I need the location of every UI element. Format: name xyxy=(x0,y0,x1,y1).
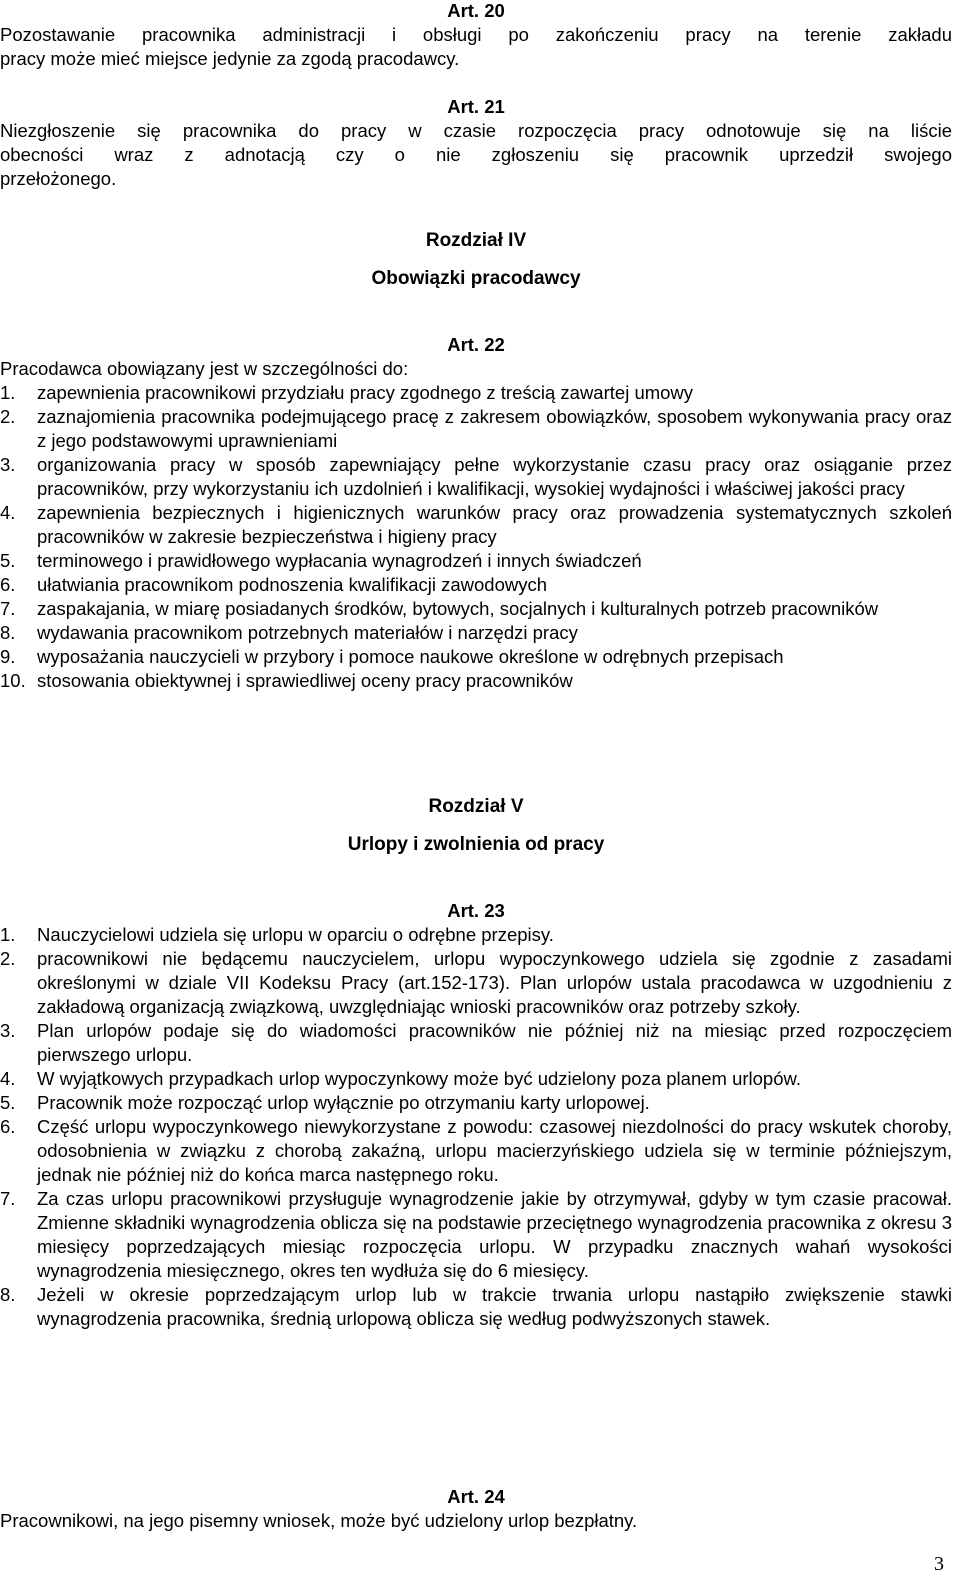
list-item-text: W wyjątkowych przypadkach urlop wypoczynkowy może być udzielony poza planem urlopów. xyxy=(37,1068,801,1089)
list-item-number: 3. xyxy=(0,1020,16,1041)
list-item-number: 2. xyxy=(0,406,16,427)
list-item xyxy=(0,1091,952,1115)
list-item-number: 5. xyxy=(0,1092,16,1113)
list-item xyxy=(0,923,952,947)
list-item-text: ułatwiania pracownikom podnoszenia kwalifikacji zawodowych xyxy=(37,574,548,595)
list-item xyxy=(0,1187,952,1283)
list-item-number: 6. xyxy=(0,574,16,595)
list-item-text: Pracownik może rozpocząć urlop wyłącznie po otrzymaniu karty urlopowej. xyxy=(37,1092,650,1113)
list-item-text: wyposażania nauczycieli w przybory i pomoce naukowe określone w odrębnych przepisach xyxy=(37,646,784,667)
chapter-4-title: Rozdział IV xyxy=(425,230,527,251)
list-item xyxy=(0,645,952,669)
list-item xyxy=(0,549,952,573)
art-21-title: Art. 21 xyxy=(447,96,505,117)
list-item-text: Za czas urlopu pracownikowi przysługuje wynagrodzenie jakie by otrzymywał, gdyby w tym czasie pracował. Zmienne składniki wynagrodzenia oblicza się na podstawie przeciętnego wynagrodzenia pracownika z okresu 3 miesięcy poprzedzających miesiąc rozpoczęcia urlopu. W przypadku znacznych wahań wysokości wynagrodzenia miesięcznego, okres ten wydłuża się do 6 miesięcy. xyxy=(37,1188,952,1281)
list-item-number: 7. xyxy=(0,598,16,619)
list-item-text: organizowania pracy w sposób zapewniający pełne wykorzystanie czasu pracy oraz osiąganie przez pracowników, przy wykorzystaniu ich uzdolnień i kwalifikacji, wysokiej wydajności i właściwej jakości pracy xyxy=(37,454,952,499)
chapter-5-subtitle: Urlopy i zwolnienia od pracy xyxy=(347,834,605,855)
art-21-text xyxy=(0,119,952,191)
list-item-text: stosowania obiektywnej i sprawiedliwej oceny pracy pracowników xyxy=(37,670,573,691)
art-23-title: Art. 23 xyxy=(447,900,505,921)
list-item-number: 5. xyxy=(0,550,16,571)
art-23-list xyxy=(0,923,952,1331)
list-item-number: 1. xyxy=(0,924,16,945)
list-item-text: wydawania pracownikom potrzebnych materiałów i narzędzi pracy xyxy=(37,622,578,643)
list-item-number: 2. xyxy=(0,948,16,969)
list-item xyxy=(0,1019,952,1067)
art-22-list xyxy=(0,381,952,693)
page-number: 3 xyxy=(934,1553,944,1575)
list-item-number: 1. xyxy=(0,382,16,403)
list-item xyxy=(0,573,952,597)
list-item-text: Plan urlopów podaje się do wiadomości pracowników nie później niż na miesiąc przed rozpoczęciem pierwszego urlopu. xyxy=(37,1020,952,1065)
list-item xyxy=(0,669,952,693)
art-20-line-1: Pozostawanie pracownika administracji i obsługi po zakończeniu pracy na terenie zakładu xyxy=(0,24,952,45)
art-21-line-3: przełożonego. xyxy=(0,168,117,189)
list-item-text: zapewnienia pracownikowi przydziału pracy zgodnego z treścią zawartej umowy xyxy=(37,382,694,403)
list-item xyxy=(0,597,952,621)
art-22-intro: Pracodawca obowiązany jest w szczególności do: xyxy=(0,358,409,379)
list-item-number: 6. xyxy=(0,1116,16,1137)
list-item-text: Część urlopu wypoczynkowego niewykorzystane z powodu: czasowej niezdolności do pracy wskutek choroby, odosobnienia w związku z chorobą zakaźną, urlopu macierzyńskiego udziela się w terminie późniejszym, jednak nie później niż do końca marca następnego roku. xyxy=(37,1116,952,1185)
art-21-line-1: Niezgłoszenie się pracownika do pracy w czasie rozpoczęcia pracy odnotowuje się na liście xyxy=(0,120,952,141)
art-20-line-2: pracy może mieć miejsce jedynie za zgodą pracodawcy. xyxy=(0,48,460,69)
list-item-number: 3. xyxy=(0,454,16,475)
list-item xyxy=(0,405,952,453)
list-item-number: 4. xyxy=(0,502,16,523)
list-item-number: 7. xyxy=(0,1188,16,1209)
list-item-text: zapewnienia bezpiecznych i higienicznych warunków pracy oraz prowadzenia systematycznych szkoleń pracowników w zakresie bezpieczeństwa i higieny pracy xyxy=(37,502,952,547)
list-item-text: pracownikowi nie będącemu nauczycielem, urlopu wypoczynkowego udziela się zgodnie z zasadami określonymi w dziale VII Kodeksu Pracy (art.152-173). Plan urlopów ustala pracodawca w uzgodnieniu z zakładową organizacją związkową, uwzględniając wnioski pracowników oraz potrzeby szkoły. xyxy=(37,948,952,1017)
list-item xyxy=(0,501,952,549)
chapter-4-subtitle: Obowiązki pracodawcy xyxy=(371,268,581,289)
list-item-number: 10. xyxy=(0,670,26,691)
list-item xyxy=(0,621,952,645)
art-24-text: Pracownikowi, na jego pisemny wniosek, może być udzielony urlop bezpłatny. xyxy=(0,1510,638,1531)
list-item xyxy=(0,453,952,501)
list-item-text: zaspakajania, w miarę posiadanych środków, bytowych, socjalnych i kulturalnych potrzeb pracowników xyxy=(37,598,879,619)
list-item-number: 8. xyxy=(0,1284,16,1305)
list-item xyxy=(0,1067,952,1091)
art-24-title: Art. 24 xyxy=(447,1486,505,1507)
art-22-title: Art. 22 xyxy=(447,334,505,355)
list-item-number: 8. xyxy=(0,622,16,643)
list-item xyxy=(0,1115,952,1187)
list-item xyxy=(0,1283,952,1331)
art-20-title: Art. 20 xyxy=(447,0,505,21)
list-item xyxy=(0,381,952,405)
list-item-text: Jeżeli w okresie poprzedzającym urlop lub w trakcie trwania urlopu nastąpiło zwiększenie stawki wynagrodzenia pracownika, średnią urlopową oblicza się według podwyższonych stawek. xyxy=(37,1284,952,1329)
list-item-number: 9. xyxy=(0,646,16,667)
art-20-text xyxy=(0,23,952,71)
list-item-number: 4. xyxy=(0,1068,16,1089)
list-item-text: zaznajomienia pracownika podejmującego pracę z zakresem obowiązków, sposobem wykonywania pracy oraz z jego podstawowymi uprawnieniami xyxy=(37,406,952,451)
list-item-text: terminowego i prawidłowego wypłacania wynagrodzeń i innych świadczeń xyxy=(37,550,642,571)
list-item-text: Nauczycielowi udziela się urlopu w oparciu o odrębne przepisy. xyxy=(37,924,554,945)
list-item xyxy=(0,947,952,1019)
art-21-line-2: obecności wraz z adnotacją czy o nie zgłoszeniu się pracownik uprzedził swojego xyxy=(0,144,952,165)
chapter-5-title: Rozdział V xyxy=(428,796,524,817)
